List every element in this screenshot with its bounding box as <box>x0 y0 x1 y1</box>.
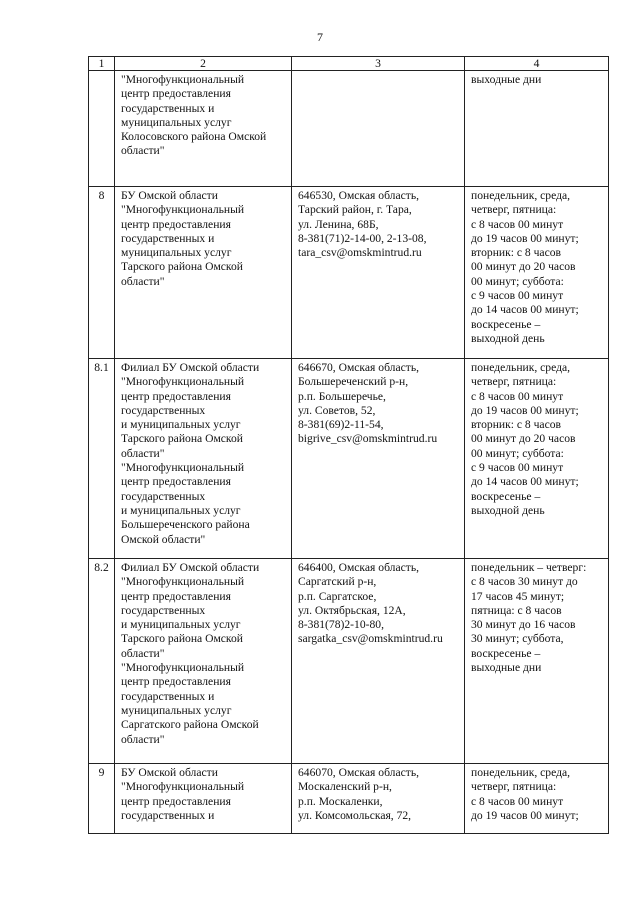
center-name: БУ Омской области "Многофункциональный центр предоставления государственных и <box>121 766 245 822</box>
center-address: 646070, Омская область, Москаленский р-н, р.п. Москаленки, ул. Комсомольская, 72, <box>298 766 420 822</box>
table-row <box>89 764 609 834</box>
center-schedule: выходные дни <box>471 73 542 86</box>
table-row <box>89 359 609 559</box>
schedule-cell <box>465 71 609 187</box>
header-col-2: 2 <box>115 57 292 71</box>
center-name-cell <box>115 359 292 559</box>
header-col-1: 1 <box>89 57 115 71</box>
center-name-cell <box>115 71 292 187</box>
center-address <box>292 71 464 79</box>
row-number <box>89 71 115 187</box>
center-address: 646400, Омская область, Саргатский р-н, р.п. Саргатское, ул. Октябрьская, 12А, 8-381(78)2-10-80, sargatka_csv@omskmintrud.ru <box>298 561 443 646</box>
center-name: Филиал БУ Омской области "Многофункциональный центр предоставления государственных и муниципальных услуг Тарского района Омской области" "Многофункциональный центр предоставления государственных и муниципальных услуг Саргатского района Омской области" <box>121 561 260 746</box>
center-name-cell <box>115 764 292 834</box>
row-number: 8.2 <box>89 559 115 764</box>
address-cell <box>292 764 465 834</box>
schedule-cell <box>465 359 609 559</box>
mfc-table <box>88 56 609 834</box>
center-name: БУ Омской области "Многофункциональный центр предоставления государственных и муниципальных услуг Тарского района Омской области" <box>121 189 245 288</box>
address-cell <box>292 187 465 359</box>
page-number: 7 <box>317 30 323 44</box>
center-address: 646670, Омская область, Большереченский р-н, р.п. Большеречье, ул. Советов, 52, 8-381(69)2-11-54, bigrive_csv@omskmintrud.ru <box>298 361 438 446</box>
center-name-cell <box>115 187 292 359</box>
table-header-row <box>89 57 609 71</box>
table-row <box>89 187 609 359</box>
header-col-3: 3 <box>292 57 465 71</box>
center-address: 646530, Омская область, Тарский район, г. Тара, ул. Ленина, 68Б, 8-381(71)2-14-00, 2-13-08, tara_csv@omskmintrud.ru <box>298 189 427 260</box>
center-schedule: понедельник, среда, четверг, пятница: с 8 часов 00 минут до 19 часов 00 минут; <box>471 766 579 822</box>
table-row <box>89 71 609 187</box>
center-name: Филиал БУ Омской области "Многофункциональный центр предоставления государственных и муниципальных услуг Тарского района Омской области" "Многофункциональный центр предоставления государственных и муниципальных услуг Большереченского района Омской области" <box>121 361 260 546</box>
row-number: 8 <box>89 187 115 359</box>
address-cell <box>292 559 465 764</box>
schedule-cell <box>465 764 609 834</box>
row-number: 8.1 <box>89 359 115 559</box>
center-schedule: понедельник, среда, четверг, пятница: с 8 часов 00 минут до 19 часов 00 минут; вторник: с 8 часов 00 минут до 20 часов 00 минут; суббота: с 9 часов 00 минут до 14 часов 00 минут; воскресенье – выходной день <box>471 361 579 517</box>
address-cell <box>292 359 465 559</box>
address-cell <box>292 71 465 187</box>
center-schedule: понедельник – четверг: с 8 часов 30 минут до 17 часов 45 минут; пятница: с 8 часов 30 минут до 16 часов 30 минут; суббота, воскресенье – выходные дни <box>471 561 587 675</box>
row-number: 9 <box>89 764 115 834</box>
schedule-cell <box>465 559 609 764</box>
center-name-cell <box>115 559 292 764</box>
header-col-4: 4 <box>465 57 609 71</box>
center-name: "Многофункциональный центр предоставления государственных и муниципальных услуг Колосовского района Омской области" <box>121 73 267 158</box>
center-schedule: понедельник, среда, четверг, пятница: с 8 часов 00 минут до 19 часов 00 минут; вторник: с 8 часов 00 минут до 20 часов 00 минут; суббота: с 9 часов 00 минут до 14 часов 00 минут; воскресенье – выходной день <box>471 189 579 345</box>
schedule-cell <box>465 187 609 359</box>
table-row <box>89 559 609 764</box>
